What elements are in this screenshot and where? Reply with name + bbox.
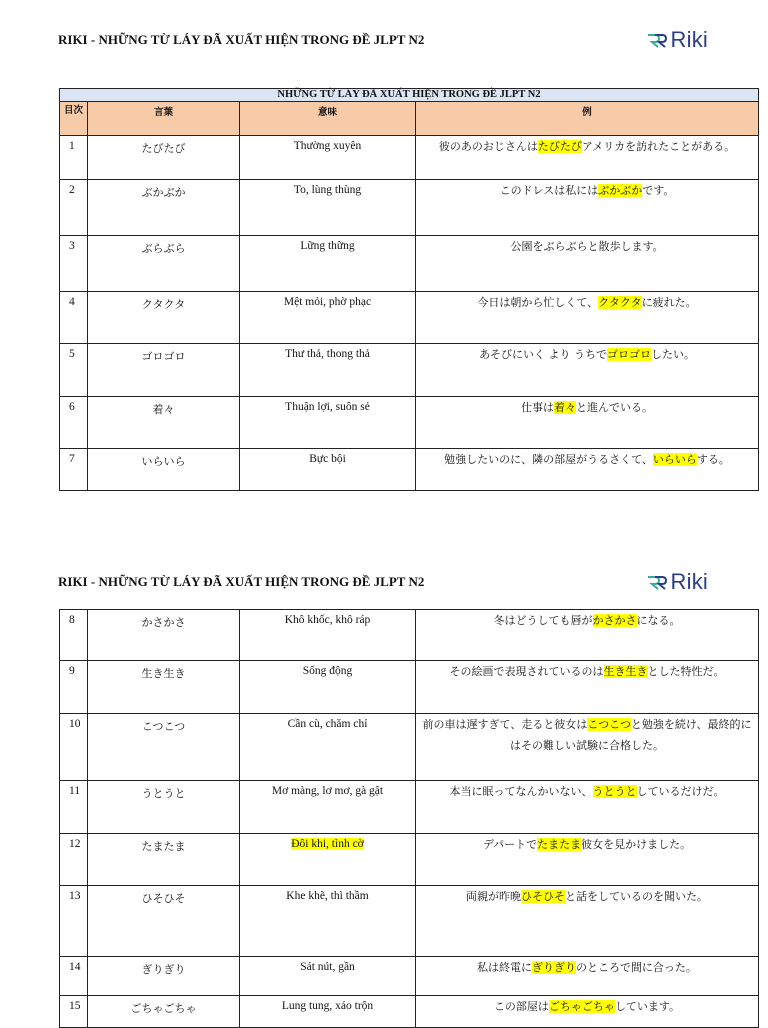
vocab-table-1	[59, 88, 759, 491]
example-before: このドレスは私には	[499, 184, 599, 197]
row-meaning: Khe khẽ, thì thầm	[240, 886, 416, 957]
row-word: ぶかぶか	[88, 180, 240, 236]
row-example	[416, 714, 759, 781]
row-example-text	[416, 397, 758, 418]
example-before: 両親が昨晩	[466, 890, 521, 903]
column-header-meaning: 意味	[240, 102, 416, 136]
row-example	[416, 236, 759, 292]
row-example	[416, 136, 759, 180]
logo-text: Riki	[670, 569, 708, 594]
example-before: 前の車は遅すぎて、走ると彼女は	[422, 718, 588, 731]
row-example-text	[416, 834, 758, 855]
row-index: 3	[60, 236, 88, 292]
table-row	[60, 344, 759, 397]
example-after: と進んでいる。	[576, 401, 654, 414]
row-meaning: Lững thững	[240, 236, 416, 292]
example-highlight: かさかさ	[592, 614, 637, 627]
table-caption: NHỮNG TỪ LÁY ĐÃ XUẤT HIỆN TRONG ĐỀ JLPT N2	[60, 89, 759, 102]
row-example	[416, 397, 759, 449]
row-index: 5	[60, 344, 88, 397]
table-row	[60, 996, 759, 1028]
table-row	[60, 610, 759, 661]
row-index: 11	[60, 781, 88, 834]
example-highlight: いらいら	[652, 453, 697, 466]
row-word: うとうと	[88, 781, 240, 834]
row-index: 14	[60, 957, 88, 996]
row-index: 2	[60, 180, 88, 236]
header-title: RIKI - NHỮNG TỪ LÁY ĐÃ XUẤT HIỆN TRONG ĐỀ JLPT N2	[58, 574, 425, 589]
example-before: 冬はどうしても唇が	[493, 614, 593, 627]
example-highlight: ゴロゴロ	[606, 348, 651, 361]
table-row	[60, 661, 759, 714]
table-row	[60, 781, 759, 834]
example-highlight: うとうと	[592, 785, 637, 798]
row-example-text	[416, 714, 758, 756]
row-word: 着々	[88, 397, 240, 449]
row-word: クタクタ	[88, 292, 240, 344]
row-example-text	[416, 344, 758, 365]
row-index: 13	[60, 886, 88, 957]
example-after: とした特性だ。	[647, 665, 725, 678]
header-title: RIKI - NHỮNG TỪ LÁY ĐÃ XUẤT HIỆN TRONG ĐỀ JLPT N2	[58, 32, 425, 47]
row-meaning: Bực bội	[240, 449, 416, 491]
table-row	[60, 834, 759, 886]
row-meaning: Cần cù, chăm chỉ	[240, 714, 416, 781]
example-before: あそびにいく より うちで	[479, 348, 607, 361]
example-after: になる。	[636, 614, 681, 627]
row-example-text	[416, 957, 758, 978]
example-after: と勉強を続け、最終的にはその難しい試験に合格した。	[510, 718, 752, 752]
column-header-word: 言葉	[88, 102, 240, 136]
row-example-text	[416, 610, 758, 631]
row-example	[416, 996, 759, 1028]
row-meaning: Sống động	[240, 661, 416, 714]
row-example	[416, 781, 759, 834]
row-word: ごちゃごちゃ	[88, 996, 240, 1028]
example-after: に疲れた。	[641, 296, 697, 309]
row-example-text	[416, 449, 758, 470]
table-row	[60, 236, 759, 292]
example-highlight: たまたま	[537, 838, 582, 851]
riki-logo	[646, 569, 708, 595]
example-highlight: 生き生き	[603, 665, 648, 678]
row-index: 7	[60, 449, 88, 491]
riki-logo-icon	[646, 574, 668, 590]
row-example	[416, 344, 759, 397]
row-word: いらいら	[88, 449, 240, 491]
table-row	[60, 449, 759, 491]
logo-text: Riki	[670, 27, 708, 52]
example-highlight: ぶかぶか	[598, 184, 643, 197]
row-word: ぎりぎり	[88, 957, 240, 996]
table-row	[60, 714, 759, 781]
row-example-text	[416, 661, 758, 682]
table-row	[60, 957, 759, 996]
example-highlight: ひそひそ	[521, 890, 565, 903]
row-example	[416, 834, 759, 886]
row-meaning: Lung tung, xáo trộn	[240, 996, 416, 1028]
row-meaning: Mơ màng, lơ mơ, gà gật	[240, 781, 416, 834]
example-before: この部屋は	[493, 1000, 549, 1013]
riki-logo	[646, 27, 708, 53]
example-before: その絵画で表現されているのは	[449, 665, 604, 678]
table-row	[60, 292, 759, 344]
row-example	[416, 957, 759, 996]
row-example-text	[416, 292, 758, 313]
row-meaning: To, lùng thùng	[240, 180, 416, 236]
example-before: 本当に眠ってなんかいない、	[449, 785, 593, 798]
row-meaning	[240, 834, 416, 886]
row-meaning-highlight: Đôi khi, tình cờ	[291, 838, 364, 850]
row-example	[416, 180, 759, 236]
example-before: 公園をぶらぶらと散歩します。	[510, 240, 664, 253]
example-highlight: こつこつ	[587, 718, 631, 731]
example-before: デパートで	[482, 838, 538, 851]
page-header-2	[58, 567, 708, 597]
row-example-text	[416, 886, 758, 907]
example-after: したい。	[650, 348, 695, 361]
example-after: です。	[642, 184, 675, 197]
row-example	[416, 610, 759, 661]
row-meaning: Khô khốc, khô ráp	[240, 610, 416, 661]
vocab-table-2	[59, 609, 759, 1028]
column-header-example: 例	[416, 102, 759, 136]
row-example-text	[416, 236, 758, 257]
example-highlight: ぎりぎり	[532, 961, 577, 974]
row-example-text	[416, 781, 758, 802]
example-highlight: ごちゃごちゃ	[548, 1000, 615, 1013]
table-row	[60, 397, 759, 449]
example-after: 彼女を見かけました。	[581, 838, 692, 851]
page-header-1	[58, 25, 708, 55]
example-after: と話をしているのを聞いた。	[565, 890, 708, 903]
example-before: 今日は朝から忙しくて、	[477, 296, 599, 309]
row-index: 4	[60, 292, 88, 344]
riki-logo-icon	[646, 32, 668, 48]
row-index: 6	[60, 397, 88, 449]
row-example-text	[416, 136, 758, 157]
row-meaning: Thư thả, thong thả	[240, 344, 416, 397]
row-word: たびたび	[88, 136, 240, 180]
row-example	[416, 449, 759, 491]
example-before: 彼のあのおじさんは	[438, 140, 538, 153]
row-index: 10	[60, 714, 88, 781]
example-after: のところで間に合った。	[576, 961, 697, 974]
row-word: たまたま	[88, 834, 240, 886]
example-before: 勉強したいのに、隣の部屋がうるさくて、	[444, 453, 653, 466]
row-index: 12	[60, 834, 88, 886]
row-word: ひそひそ	[88, 886, 240, 957]
example-highlight: クタクタ	[598, 296, 642, 309]
example-after: アメリカを訪れたことがある。	[581, 140, 736, 153]
column-header-index: 目次	[60, 102, 88, 136]
example-after: する。	[696, 453, 730, 466]
row-meaning: Thuận lợi, suôn sẻ	[240, 397, 416, 449]
row-meaning: Thường xuyên	[240, 136, 416, 180]
row-index: 1	[60, 136, 88, 180]
table-row	[60, 136, 759, 180]
table-row	[60, 886, 759, 957]
row-index: 15	[60, 996, 88, 1028]
row-word: 生き生き	[88, 661, 240, 714]
example-after: しているだけだ。	[636, 785, 725, 798]
row-word: ゴロゴロ	[88, 344, 240, 397]
row-word: かさかさ	[88, 610, 240, 661]
row-example-text	[416, 996, 758, 1017]
row-example-text	[416, 180, 758, 201]
example-highlight: 着々	[554, 401, 577, 414]
row-example	[416, 661, 759, 714]
row-index: 8	[60, 610, 88, 661]
table-row	[60, 180, 759, 236]
example-after: しています。	[614, 1000, 681, 1013]
row-word: ぶらぶら	[88, 236, 240, 292]
example-highlight: たびたび	[537, 140, 582, 153]
example-before: 仕事は	[521, 401, 555, 414]
row-word: こつこつ	[88, 714, 240, 781]
row-meaning: Sát nút, gần	[240, 957, 416, 996]
example-before: 私は終電に	[477, 961, 533, 974]
row-index: 9	[60, 661, 88, 714]
row-example	[416, 886, 759, 957]
row-example	[416, 292, 759, 344]
row-meaning: Mệt mỏi, phờ phạc	[240, 292, 416, 344]
